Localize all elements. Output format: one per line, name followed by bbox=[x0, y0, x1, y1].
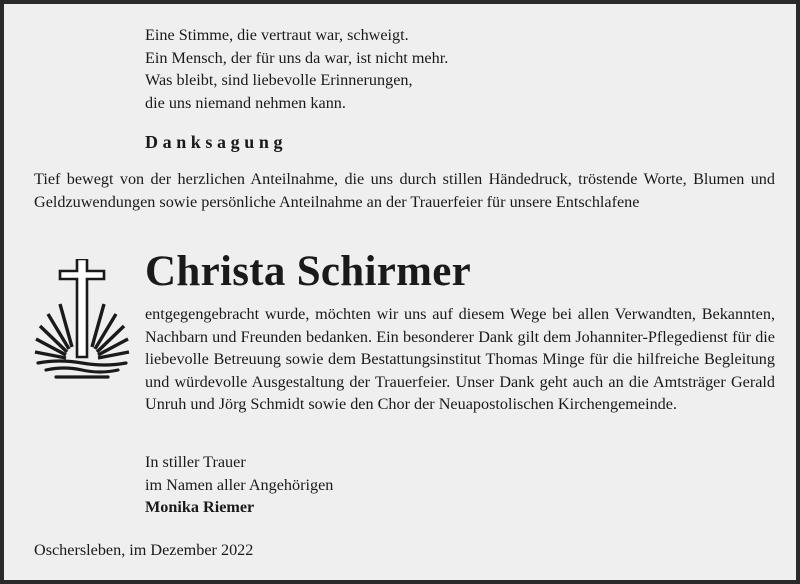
poem-line: die uns niemand nehmen kann. bbox=[145, 93, 346, 112]
poem bbox=[145, 24, 448, 114]
poem-line: Ein Mensch, der für uns da war, ist nicht mehr. bbox=[145, 48, 449, 67]
intro-paragraph: Tief bewegt von der herzlichen Anteilnahme, die uns durch stillen Händedruck, tröstende Worte, Blumen und Geldzuwendungen sowie persönliche Anteilnahme an der Trauerfeier für unsere Entschlafene bbox=[34, 170, 775, 211]
closing-line: im Namen aller Angehörigen bbox=[145, 475, 334, 494]
closing-line: In stiller Trauer bbox=[145, 453, 246, 471]
place-date: Oschersleben, im Dezember 2022 bbox=[34, 541, 254, 559]
deceased-name: Christa Schirmer bbox=[145, 248, 472, 295]
signer-name: Monika Riemer bbox=[145, 498, 255, 516]
closing-block bbox=[145, 451, 333, 519]
heading-danksagung: Danksagung bbox=[145, 132, 288, 152]
poem-line: Eine Stimme, die vertraut war, schweigt. bbox=[145, 26, 409, 44]
cross-sunrise-water-icon bbox=[32, 259, 132, 384]
poem-line: Was bleibt, sind liebevolle Erinnerungen, bbox=[145, 71, 413, 89]
body-paragraph: entgegengebracht wurde, möchten wir uns auf diesem Wege bei allen Verwandten, Bekannten, Nachbarn und Freunden bedanken. Ein besonderer Dank gilt dem Johanniter-Pflegedienst für die liebevolle Betreuung sowie dem Bestattungsinstitut Thomas Minge für die hilfreiche Begleitung und würdevolle Ausgestaltung der Trauerfeier. Unser Dank geht auch an die Amtsträger Gerald Unruh und Jörg Schmidt sowie den Chor der Neuapostolischen Kirchengemeinde. bbox=[145, 305, 775, 413]
